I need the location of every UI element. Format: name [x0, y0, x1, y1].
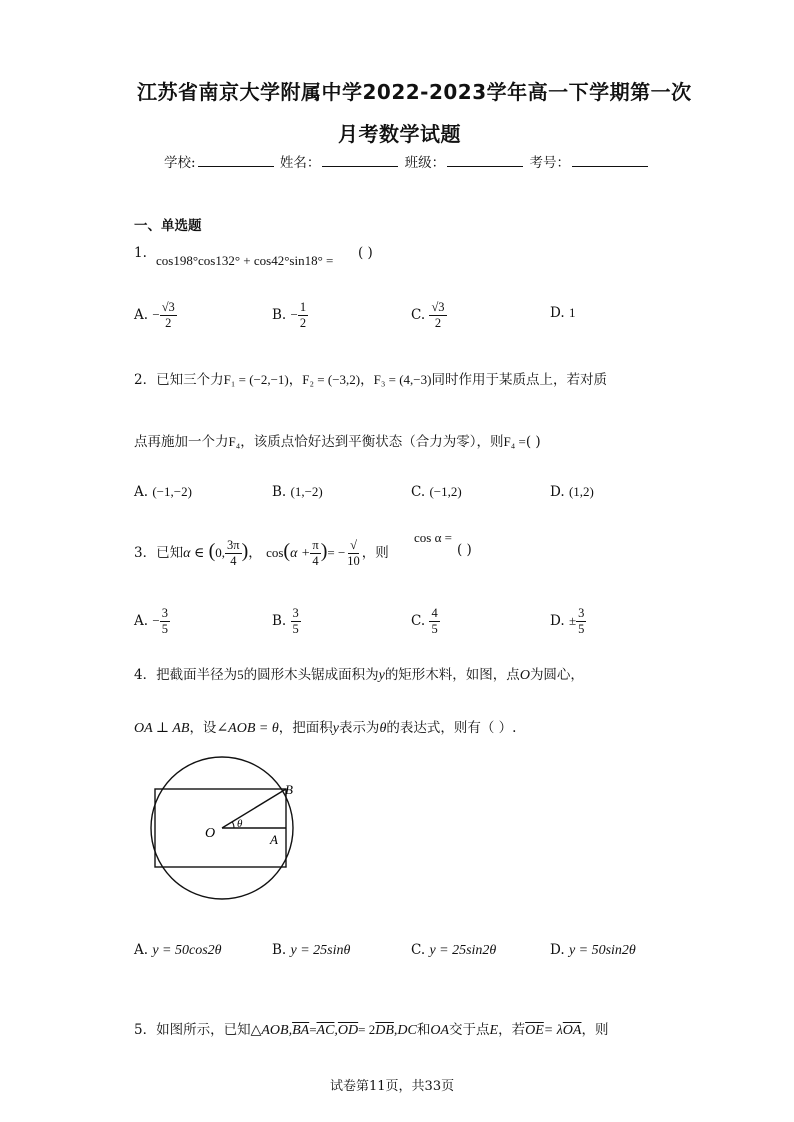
q1-option-b[interactable]	[272, 300, 308, 331]
numerator: 1	[299, 300, 307, 314]
q2-text: ，该质点恰好达到平衡状态（合力为零），则	[240, 434, 504, 450]
q3-option-d[interactable]	[550, 606, 586, 637]
paren-left: (	[208, 540, 216, 562]
q1-paren: ( )	[358, 245, 373, 261]
rhs-fraction	[345, 538, 362, 569]
paren-left: (	[283, 540, 291, 562]
sign: ±	[568, 613, 577, 628]
vec-oe: $\overline{OE}$	[525, 1023, 544, 1038]
label-b: B	[285, 782, 293, 797]
q4-text: 的圆形木头锯成面积为	[243, 667, 379, 683]
q1-number: 1.	[134, 245, 147, 261]
denominator: 2	[165, 316, 172, 330]
vec-oa: $\overline{OA}$	[562, 1023, 582, 1038]
name-label: 姓名：	[279, 155, 321, 171]
page-subtitle: 月考数学试题	[338, 122, 461, 146]
vec-db: $\overline{DB}$	[375, 1023, 394, 1038]
student-info-line	[164, 151, 650, 171]
denominator: 2	[434, 316, 442, 330]
force-f2: F₂ = (−3,2)	[302, 372, 361, 387]
option-label: D.	[550, 484, 565, 500]
option-label: A.	[134, 613, 149, 629]
q4-line2	[134, 716, 516, 737]
eq-2: = 2	[358, 1022, 376, 1037]
var-y: y	[378, 668, 385, 683]
q1-option-c[interactable]	[411, 300, 447, 331]
class-label: 班级：	[404, 155, 446, 171]
option-label: D.	[550, 613, 565, 629]
paren-right: )	[241, 540, 249, 562]
option-label: B.	[272, 307, 287, 323]
seg-dc: DC	[397, 1023, 417, 1038]
var-y: y	[332, 721, 339, 736]
option-value: y = 50cos2θ	[152, 943, 222, 958]
q2-paren: ( )	[525, 434, 541, 450]
seg-oa: OA	[430, 1023, 450, 1038]
denominator: 5	[578, 622, 585, 636]
pi-fraction	[310, 538, 320, 569]
option-label: A.	[134, 484, 149, 500]
denominator: 2	[299, 316, 307, 330]
q4-text: ，把面积	[278, 720, 333, 736]
option-value: (1,2)	[568, 484, 594, 499]
page-title: 江苏省南京大学附属中学2022-2023学年高一下学期第一次	[137, 80, 692, 104]
q2-option-d[interactable]	[550, 484, 594, 500]
segment-ob	[222, 789, 286, 828]
numerator: √3	[431, 300, 445, 314]
denominator: 10	[347, 554, 360, 568]
q2-option-b[interactable]	[272, 484, 323, 500]
numerator: √3	[161, 300, 175, 314]
number-blank[interactable]	[572, 154, 648, 167]
fraction	[576, 606, 586, 637]
q4-text: ，设	[189, 720, 217, 736]
denominator: 4	[312, 554, 319, 568]
sign: −	[290, 307, 298, 322]
vec-ba: $\overline{BA}$	[292, 1023, 310, 1038]
q3-line: 3．已知α ∈ (0, $\frac{3\pi}{4}$ )， cos(α + $\frac{\pi}{4}$ )= − $\frac{√}{10}$ ，则	[134, 538, 389, 568]
school-label: 学校:	[164, 155, 196, 171]
fraction	[429, 300, 446, 331]
q4-option-d[interactable]	[550, 942, 636, 959]
option-label: D.	[550, 305, 565, 321]
q4-option-a[interactable]	[134, 942, 222, 959]
name-blank[interactable]	[322, 154, 398, 167]
numerator: 4	[431, 606, 438, 620]
radius: 5	[237, 667, 244, 682]
numerator: 3	[161, 606, 168, 620]
q2-option-a[interactable]	[134, 484, 192, 500]
q3-text: ，则	[361, 545, 389, 561]
class-blank[interactable]	[447, 154, 523, 167]
q1-option-d[interactable]	[550, 305, 575, 321]
point-e: E	[489, 1023, 499, 1038]
q4-text: 为圆心，	[529, 667, 584, 683]
interval-fraction	[225, 538, 242, 569]
numerator: 3π	[227, 538, 240, 552]
option-value: (−1,−2)	[152, 484, 192, 499]
number-label: 考号：	[529, 155, 570, 171]
q4-figure	[140, 752, 312, 902]
option-label: B.	[272, 484, 287, 500]
q5-text: ，则	[581, 1022, 609, 1038]
fraction	[291, 606, 301, 637]
label-a: A	[270, 832, 278, 847]
option-value: 1	[568, 305, 576, 320]
q2-text: 同时作用于某质点上，若对质	[431, 372, 607, 388]
q2-line1: 2．已知三个力F₁ = (−2,−1)，F₂ = (−3,2)，F₃ = (4,−3)同时作用于某质点上，若对质	[134, 372, 607, 388]
q3-paren: ( )	[457, 542, 472, 558]
comma: ,	[334, 1023, 338, 1038]
eq-lambda: = λ	[543, 1023, 563, 1038]
q2-text: 2．已知三个力	[134, 372, 224, 388]
q2-line2	[134, 430, 541, 450]
q5-text: ，若	[498, 1022, 526, 1038]
q3-text: 3．已知	[134, 545, 184, 561]
q3-cos-alpha: cos α =	[414, 530, 452, 545]
option-label: C.	[411, 942, 426, 958]
label-o: O	[205, 826, 216, 841]
option-label: D.	[550, 942, 565, 958]
angle-expr: ∠AOB = θ	[216, 721, 279, 736]
numerator: 3	[292, 606, 299, 620]
q2-option-c[interactable]	[411, 484, 462, 500]
q3-option-b[interactable]	[272, 606, 301, 637]
q4-option-b[interactable]	[272, 942, 350, 959]
triangle: △AOB,	[250, 1023, 293, 1038]
point-o: O	[519, 668, 530, 683]
option-value: y = 50sin2θ	[568, 943, 636, 958]
comma: ,	[393, 1023, 398, 1038]
q5-text: 和	[416, 1022, 431, 1038]
section-heading: 一、单选题	[134, 218, 202, 234]
fraction	[298, 300, 308, 331]
numerator: π	[312, 538, 319, 552]
vec-ac: $\overline{AC}$	[316, 1023, 335, 1038]
q2-text: 点再施加一个力	[134, 434, 229, 450]
sign: −	[152, 307, 160, 322]
force-f1: F₁ = (−2,−1)	[223, 372, 289, 387]
option-label: A.	[134, 942, 149, 958]
school-blank[interactable]	[198, 154, 274, 167]
interval-left: 0,	[215, 545, 226, 560]
label-theta: θ	[237, 818, 243, 830]
page-footer: 试卷第11页，共33页	[330, 1079, 455, 1094]
var-theta: θ	[379, 721, 387, 736]
fraction	[160, 606, 170, 637]
option-value: y = 25sinθ	[290, 943, 351, 958]
option-value: y = 25sin2θ	[429, 943, 497, 958]
option-label: C.	[411, 484, 426, 500]
force-f4: F₄	[228, 434, 241, 449]
q4-line1	[134, 663, 584, 684]
fraction	[429, 606, 439, 637]
cos-label: cos	[266, 545, 284, 560]
alpha-in: α ∈	[183, 546, 205, 561]
q3-option-c[interactable]	[411, 606, 440, 637]
q4-option-c[interactable]	[411, 942, 496, 959]
vec-od: $\overline{OD}$	[337, 1023, 359, 1038]
q5-text: 5．如图所示，已知	[134, 1022, 251, 1038]
denominator: 5	[292, 622, 299, 636]
perp-expr: OA ⊥ AB	[134, 721, 190, 736]
q4-text: 的矩形木料，如图，点	[384, 667, 520, 683]
option-value: (1,−2)	[290, 484, 323, 499]
angle-arc	[232, 822, 234, 828]
numerator: 3	[578, 606, 585, 620]
option-label: A.	[134, 307, 149, 323]
denominator: 5	[161, 622, 168, 636]
option-label: C.	[411, 613, 426, 629]
alpha-plus: α +	[290, 546, 311, 561]
sign: −	[152, 613, 160, 628]
option-label: B.	[272, 613, 287, 629]
eq: =	[309, 1022, 317, 1037]
q4-text: 的表达式，则有（ ）.	[386, 720, 517, 736]
q1-option-a[interactable]	[134, 300, 177, 331]
q5-line	[134, 1018, 608, 1039]
q3-option-a[interactable]	[134, 606, 170, 637]
option-value: (−1,2)	[429, 484, 462, 499]
q5-text: 交于点	[449, 1022, 490, 1038]
option-label: C.	[411, 307, 426, 323]
paren-right: )	[320, 540, 328, 562]
q4-text: 表示为	[338, 720, 380, 736]
q4-text: 4．把截面半径为	[134, 667, 238, 683]
fraction	[160, 300, 177, 331]
eq-neg: = −	[327, 545, 346, 560]
force-f3: F₃ = (4,−3)	[373, 372, 432, 387]
q1-expression: cos198°cos132° + cos42°sin18° =	[156, 253, 334, 268]
numerator: √	[350, 538, 357, 552]
denominator: 4	[230, 554, 237, 568]
denominator: 5	[431, 622, 438, 636]
option-label: B.	[272, 942, 287, 958]
force-f4-eq: F₄ =	[503, 434, 526, 449]
